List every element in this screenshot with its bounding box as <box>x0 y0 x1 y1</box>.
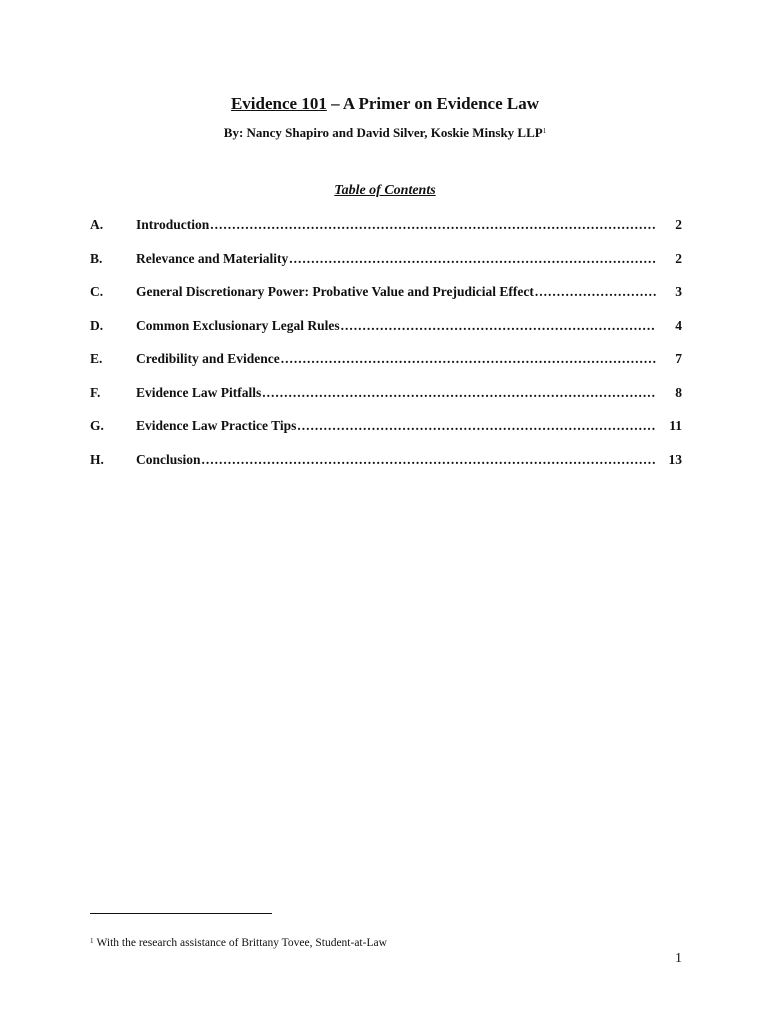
toc-entry-page: 4 <box>675 317 682 333</box>
toc-entry-title: General Discretionary Power: Probative Value and Prejudicial Effect <box>136 284 534 299</box>
toc-leader-dots <box>262 384 656 402</box>
toc-entry-page: 8 <box>675 384 682 400</box>
table-of-contents <box>90 216 682 484</box>
toc-entry-page: 11 <box>669 418 682 433</box>
toc-entry-title: Conclusion <box>136 451 201 467</box>
toc-leader-dots <box>297 417 656 435</box>
footnote-separator <box>90 913 272 914</box>
footnote-text: With the research assistance of Brittany Tovee, Student-at-Law <box>96 937 387 949</box>
footnote <box>90 935 387 951</box>
toc-entry-letter: H. <box>90 451 104 467</box>
toc-leader-dots <box>202 451 656 469</box>
title-underlined-part: Evidence 101 <box>230 94 327 113</box>
toc-entry-page: 2 <box>675 250 682 266</box>
toc-entry-introduction <box>90 216 682 250</box>
toc-entry-pitfalls <box>90 384 682 418</box>
toc-leader-dots <box>210 216 656 234</box>
toc-entry-title: Evidence Law Practice Tips <box>136 418 297 433</box>
toc-entry-title: Common Exclusionary Legal Rules <box>136 317 340 333</box>
toc-entry-letter: C. <box>90 284 104 299</box>
toc-entry-title: Introduction <box>136 217 210 232</box>
title-rest: – A Primer on Evidence Law <box>326 94 540 113</box>
toc-entry-exclusionary-rules <box>90 317 682 351</box>
toc-entry-credibility <box>90 350 682 384</box>
toc-leader-dots <box>341 317 656 335</box>
toc-entry-title: Credibility and Evidence <box>136 351 280 366</box>
toc-heading: Table of Contents <box>334 183 436 198</box>
document-title <box>0 93 770 115</box>
toc-entry-discretionary-power <box>90 283 682 317</box>
toc-entry-page: 7 <box>675 351 682 366</box>
toc-entry-letter: A. <box>90 217 104 232</box>
page-number: 1 <box>675 951 682 966</box>
toc-entry-letter: F. <box>90 384 101 400</box>
toc-leader-dots <box>535 283 656 301</box>
toc-entry-practice-tips <box>90 417 682 451</box>
toc-entry-letter: G. <box>90 418 104 433</box>
toc-entry-page: 3 <box>675 284 682 299</box>
toc-entry-letter: B. <box>90 250 103 266</box>
byline-text: By: Nancy Shapiro and David Silver, Koskie Minsky LLP <box>223 125 543 140</box>
toc-entry-title: Relevance and Materiality <box>136 250 289 266</box>
toc-entry-conclusion <box>90 451 682 485</box>
byline-footnote-marker: 1 <box>542 127 547 135</box>
footnote-marker: 1 <box>90 937 94 945</box>
toc-entry-page: 13 <box>668 451 682 467</box>
byline <box>0 124 770 142</box>
toc-entry-relevance <box>90 250 682 284</box>
toc-entry-title: Evidence Law Pitfalls <box>136 384 262 400</box>
toc-leader-dots <box>281 350 656 368</box>
toc-entry-page: 2 <box>675 217 682 232</box>
toc-leader-dots <box>289 250 656 268</box>
toc-entry-letter: D. <box>90 317 104 333</box>
toc-entry-letter: E. <box>90 351 103 366</box>
